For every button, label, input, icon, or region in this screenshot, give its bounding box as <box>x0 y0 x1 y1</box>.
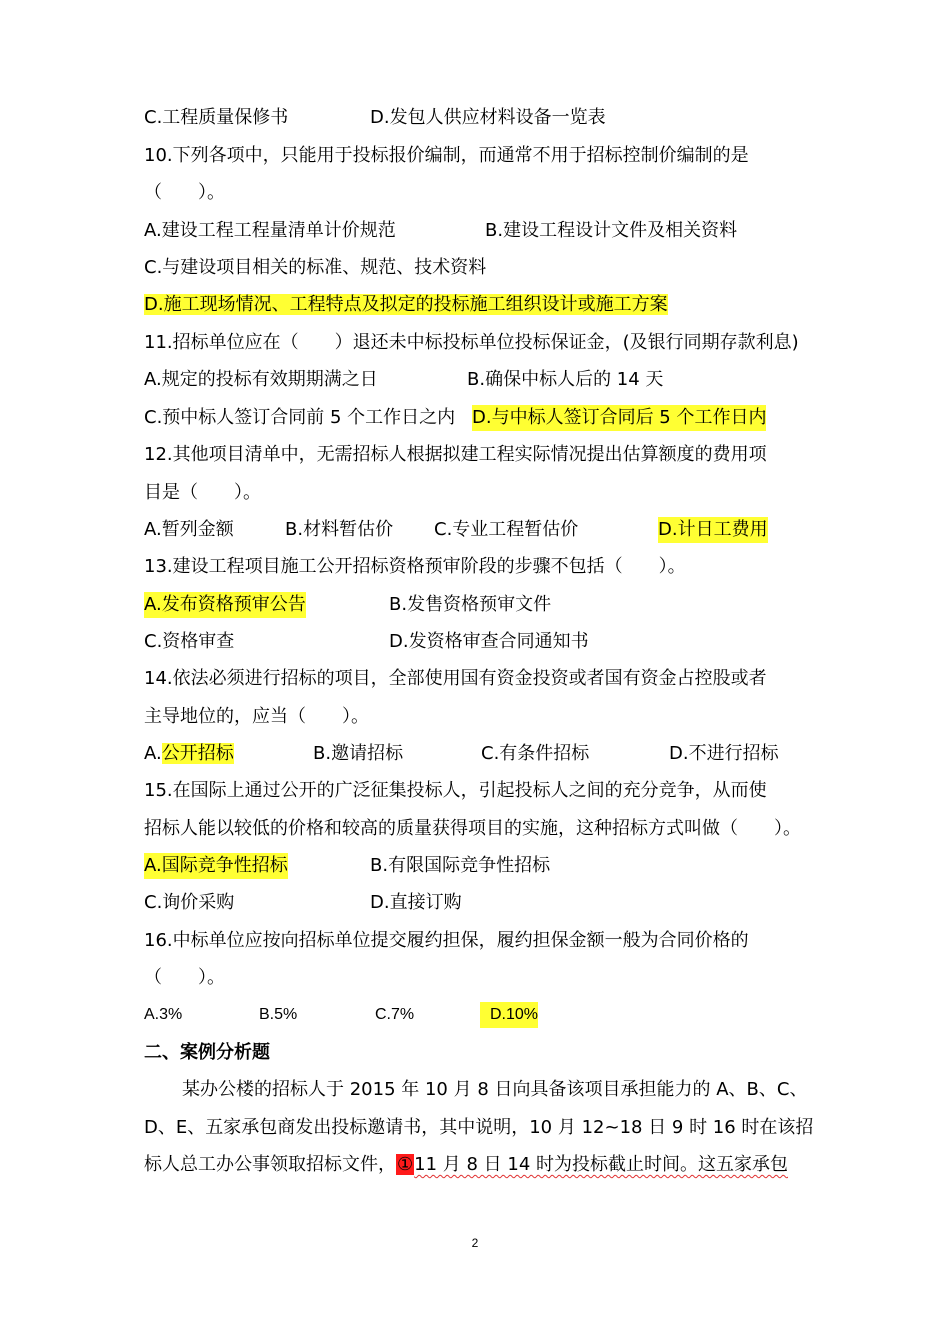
question-12: 12.其他项目清单中，无需招标人根据拟建工程实际情况提出估算额度的费用项 <box>144 444 767 465</box>
case-text-underlined: 11 月 8 日 14 时为投标截止时间。这五家承包 <box>414 1154 789 1175</box>
revision-mark: ① <box>397 1154 414 1175</box>
option-c: C.7% <box>375 1006 415 1023</box>
option-b: B.邀请招标 <box>313 743 404 764</box>
question-13: 13.建设工程项目施工公开招标资格预审阶段的步骤不包括（ ）。 <box>144 556 686 577</box>
option-c: C.有条件招标 <box>481 743 590 764</box>
option-b: B.建设工程设计文件及相关资料 <box>485 220 738 241</box>
option-c: C.资格审查 <box>144 631 235 652</box>
section-heading: 二、案例分析题 <box>144 1042 270 1063</box>
question-15-cont: 招标人能以较低的价格和较高的质量获得项目的实施，这种招标方式叫做（ ）。 <box>144 818 801 839</box>
option-d: D.发资格审查合同通知书 <box>389 631 589 652</box>
option-c: C.工程质量保修书 <box>144 107 289 128</box>
option-b: B.发售资格预审文件 <box>389 594 552 615</box>
question-16: 16.中标单位应按向招标单位提交履约担保，履约担保金额一般为合同价格的 <box>144 930 749 951</box>
option-d-answer <box>144 292 814 318</box>
option-c: C.预中标人签订合同前 5 个工作日之内 <box>144 407 456 428</box>
option-a: A.暂列金额 <box>144 519 234 540</box>
option-d: D.不进行招标 <box>669 743 779 764</box>
question-11: 11.招标单位应在（ ）退还未中标投标单位投标保证金，(及银行同期存款利息) <box>144 332 799 353</box>
option-d: D.直接订购 <box>370 892 462 913</box>
option-d-answer: D.与中标人签订合同后 5 个工作日内 <box>472 405 766 431</box>
option-a <box>144 741 234 767</box>
option-a-answer: 公开招标 <box>161 743 234 764</box>
option-b: B.确保中标人后的 14 天 <box>467 369 664 390</box>
option-b: B.材料暂估价 <box>285 519 394 540</box>
question-15: 15.在国际上通过公开的广泛征集投标人，引起投标人之间的充分竞争，从而使 <box>144 780 767 801</box>
option-a-answer: A.发布资格预审公告 <box>144 592 306 618</box>
question-12-cont: 目是（ ）。 <box>144 482 261 503</box>
case-paragraph-line-2: D、E、五家承包商发出投标邀请书，其中说明，10 月 12~18 日 9 时 16 时在该招 <box>144 1117 814 1138</box>
case-paragraph-line-3 <box>144 1152 814 1178</box>
question-14-cont: 主导地位的，应当（ ）。 <box>144 706 369 727</box>
option-a: A.规定的投标有效期期满之日 <box>144 369 378 390</box>
question-14: 14.依法必须进行招标的项目，全部使用国有资金投资或者国有资金占控股或者 <box>144 668 767 689</box>
option-a-prefix: A. <box>144 743 162 764</box>
option-a-answer: A.国际竞争性招标 <box>144 853 288 879</box>
option-c: C.询价采购 <box>144 892 235 913</box>
question-16-blank: （ ）。 <box>144 967 225 988</box>
option-d: D.发包人供应材料设备一览表 <box>370 107 606 128</box>
question-10-blank: （ ）。 <box>144 182 225 203</box>
question-10: 10.下列各项中，只能用于投标报价编制，而通常不用于招标控制价编制的是 <box>144 145 749 166</box>
answer-highlight: D.施工现场情况、工程特点及拟定的投标施工组织设计或施工方案 <box>144 294 668 315</box>
option-b: B.有限国际竞争性招标 <box>370 855 551 876</box>
page-number: 2 <box>471 1236 479 1250</box>
option-c: C.专业工程暂估价 <box>434 519 579 540</box>
case-text: 标人总工办公事领取招标文件， <box>144 1154 396 1175</box>
option-b: B.5% <box>259 1006 298 1023</box>
case-paragraph-line-1: 某办公楼的招标人于 2015 年 10 月 8 日向具备该项目承担能力的 A、B、C、 <box>182 1079 808 1100</box>
option-d-answer: D.计日工费用 <box>658 517 768 543</box>
option-a: A.3% <box>144 1006 183 1023</box>
option-d-answer: D.10% <box>480 1002 538 1028</box>
option-a: A.建设工程工程量清单计价规范 <box>144 220 396 241</box>
option-c: C.与建设项目相关的标准、规范、技术资料 <box>144 257 487 278</box>
